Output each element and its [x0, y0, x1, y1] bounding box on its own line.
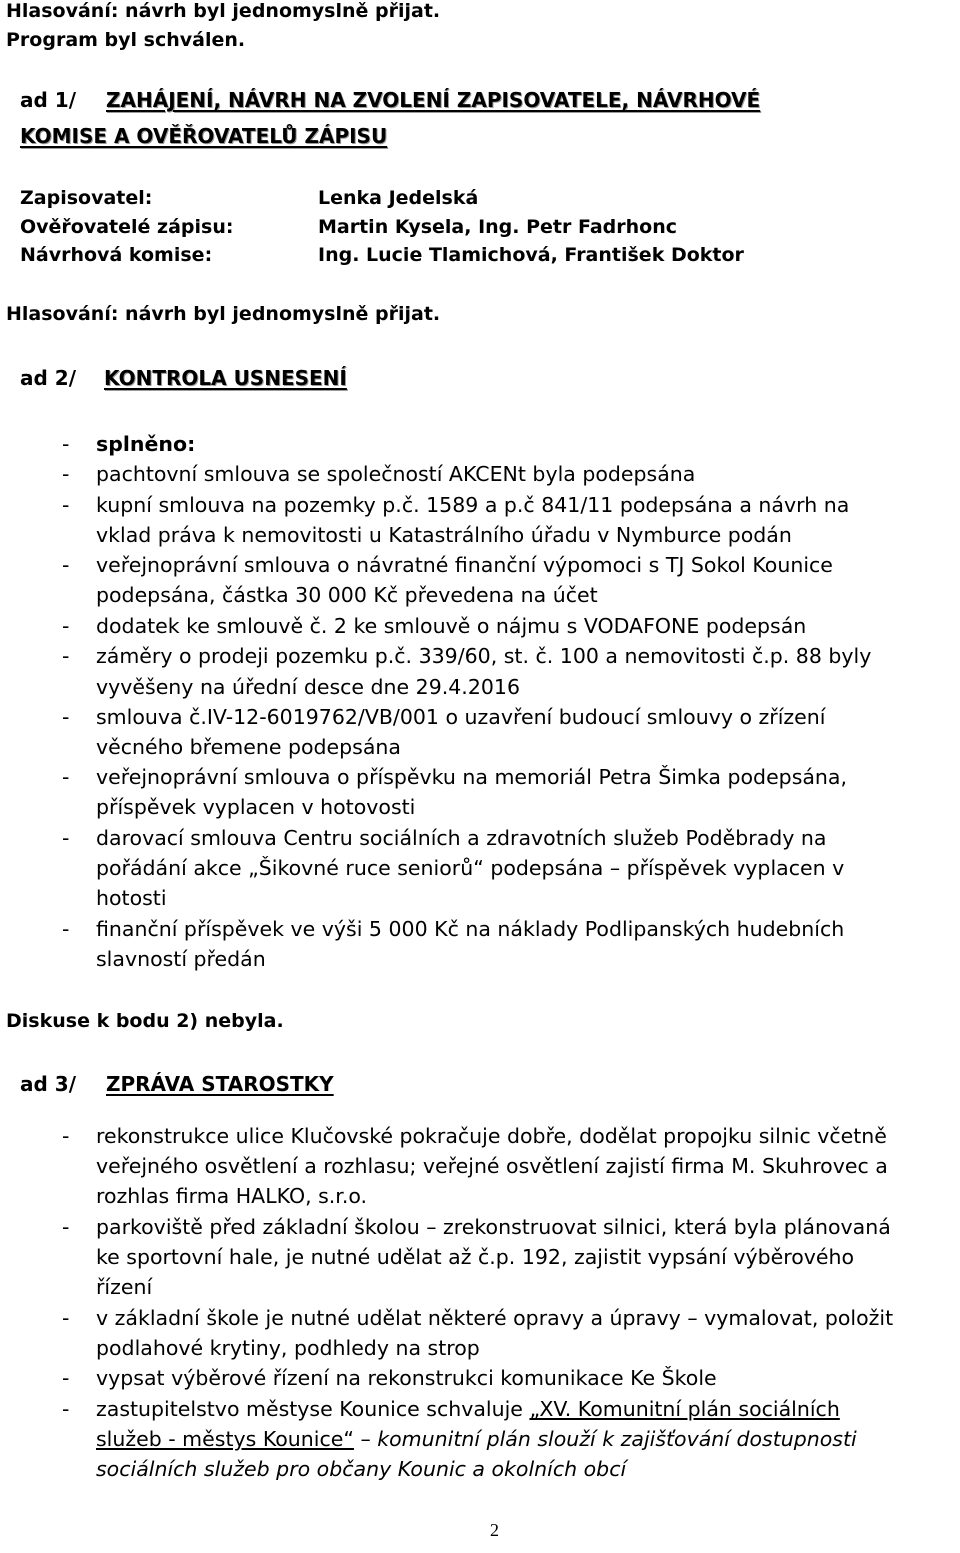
- plan-title-part2: služeb - městys Kounice“: [96, 1427, 354, 1451]
- list-bullet: -: [62, 1366, 70, 1390]
- list-item-continued: podepsána, částka 30 000 Kč převedena na účet: [96, 583, 598, 607]
- list-item: darovací smlouva Centru sociálních a zdravotních služeb Poděbrady na: [96, 826, 827, 850]
- section-1-number: ad 1/: [20, 88, 76, 112]
- role-value-recorder: Lenka Jedelská: [318, 187, 479, 209]
- role-label-recorder: Zapisovatel:: [20, 187, 153, 209]
- list-bullet: -: [62, 614, 70, 638]
- list-item: pachtovní smlouva se společností AKCENt byla podepsána: [96, 462, 696, 486]
- list-bullet: -: [62, 1124, 70, 1148]
- list-item-continued: věcného břemene podepsána: [96, 735, 401, 759]
- list-item: v základní škole je nutné udělat některé opravy a úpravy – vymalovat, položit: [96, 1306, 894, 1330]
- list-item-continued: pořádání akce „Šikovné ruce seniorů“ podepsána – příspěvek vyplacen v: [96, 856, 845, 880]
- list-item: dodatek ke smlouvě č. 2 ke smlouvě o nájmu s VODAFONE podepsán: [96, 614, 807, 638]
- section-2-number: ad 2/: [20, 366, 76, 390]
- section-3-number: ad 3/: [20, 1072, 76, 1096]
- list-bullet: -: [62, 644, 70, 668]
- role-label-verifiers: Ověřovatelé zápisu:: [20, 216, 234, 238]
- list-item-continued: rozhlas firma HALKO, s.r.o.: [96, 1184, 368, 1208]
- page-number: 2: [490, 1520, 499, 1540]
- list-item: veřejnoprávní smlouva o příspěvku na memoriál Petra Šimka podepsána,: [96, 765, 848, 789]
- list-item: rekonstrukce ulice Klučovské pokračuje dobře, dodělat propojku silnic včetně: [96, 1124, 887, 1148]
- list-item-continued: vklad práva k nemovitosti u Katastrálního úřadu v Nymburce podán: [96, 523, 792, 547]
- list-item: parkoviště před základní školou – zrekonstruovat silnici, která byla plánovaná: [96, 1215, 891, 1239]
- section-3-title: ZPRÁVA STAROSTKY: [106, 1072, 334, 1096]
- plan-description-part1: komunitní plán slouží k zajišťování dostupnosti: [377, 1427, 857, 1451]
- list-bullet: -: [62, 917, 70, 941]
- list-bullet: -: [62, 493, 70, 517]
- role-label-committee: Návrhová komise:: [20, 244, 213, 266]
- list-item: splněno:: [96, 432, 196, 456]
- list-bullet: -: [62, 1215, 70, 1239]
- list-item-continued: [96, 1427, 857, 1451]
- list-item: vypsat výběrové řízení na rekonstrukci komunikace Ke Škole: [96, 1366, 717, 1390]
- list-item-continued: hotosti: [96, 886, 167, 910]
- program-approved-line: Program byl schválen.: [6, 29, 246, 51]
- list-item-continued: veřejného osvětlení a rozhlasu; veřejné osvětlení zajistí firma M. Skuhrovec a: [96, 1154, 888, 1178]
- list-bullet: -: [62, 1397, 70, 1421]
- section-2-title: KONTROLA USNESENÍ: [104, 366, 347, 390]
- list-item: kupní smlouva na pozemky p.č. 1589 a p.č 841/11 podepsána a návrh na: [96, 493, 850, 517]
- list-bullet: -: [62, 1306, 70, 1330]
- list-item-continued: ke sportovní hale, je nutné udělat až č.p. 192, zajistit vypsání výběrového: [96, 1245, 855, 1269]
- section-1-vote: Hlasování: návrh byl jednomyslně přijat.: [6, 303, 441, 325]
- vote-result-line: Hlasování: návrh byl jednomyslně přijat.: [6, 0, 441, 22]
- list-bullet: -: [62, 765, 70, 789]
- list-item: veřejnoprávní smlouva o návratné finanční výpomoci s TJ Sokol Kounice: [96, 553, 833, 577]
- list-item-continued: slavností předán: [96, 947, 266, 971]
- list-bullet: -: [62, 553, 70, 577]
- list-item: smlouva č.IV-12-6019762/VB/001 o uzavření budoucí smlouvy o zřízení: [96, 705, 826, 729]
- plan-title-part1: „XV. Komunitní plán sociálních: [529, 1397, 840, 1421]
- list-item-continued: vyvěšeny na úřední desce dne 29.4.2016: [96, 675, 520, 699]
- list-item-continued: podlahové krytiny, podhledy na strop: [96, 1336, 480, 1360]
- list-item: [96, 1397, 840, 1421]
- list-item: finanční příspěvek ve výši 5 000 Kč na náklady Podlipanských hudebních: [96, 917, 845, 941]
- role-value-committee: Ing. Lucie Tlamichová, František Doktor: [318, 244, 744, 266]
- section-2-discussion: Diskuse k bodu 2) nebyla.: [6, 1010, 284, 1032]
- list-item: záměry o prodeji pozemku p.č. 339/60, st. č. 100 a nemovitosti č.p. 88 byly: [96, 644, 872, 668]
- list-bullet: -: [62, 432, 70, 456]
- section-1-title-line1: ZAHÁJENÍ, NÁVRH NA ZVOLENÍ ZAPISOVATELE, NÁVRHOVÉ: [106, 88, 761, 112]
- section-1-title-line2: KOMISE A OVĚŘOVATELŮ ZÁPISU: [20, 124, 388, 148]
- last-item-prefix: zastupitelstvo městyse Kounice schvaluje: [96, 1397, 530, 1421]
- list-item-continued: příspěvek vyplacen v hotovosti: [96, 795, 416, 819]
- plan-dash: –: [353, 1427, 378, 1451]
- plan-description-part2: sociálních služeb pro občany Kounic a okolních obcí: [96, 1457, 627, 1481]
- role-value-verifiers: Martin Kysela, Ing. Petr Fadrhonc: [318, 216, 678, 238]
- list-bullet: -: [62, 705, 70, 729]
- list-bullet: -: [62, 826, 70, 850]
- list-bullet: -: [62, 462, 70, 486]
- list-item-continued: řízení: [96, 1275, 153, 1299]
